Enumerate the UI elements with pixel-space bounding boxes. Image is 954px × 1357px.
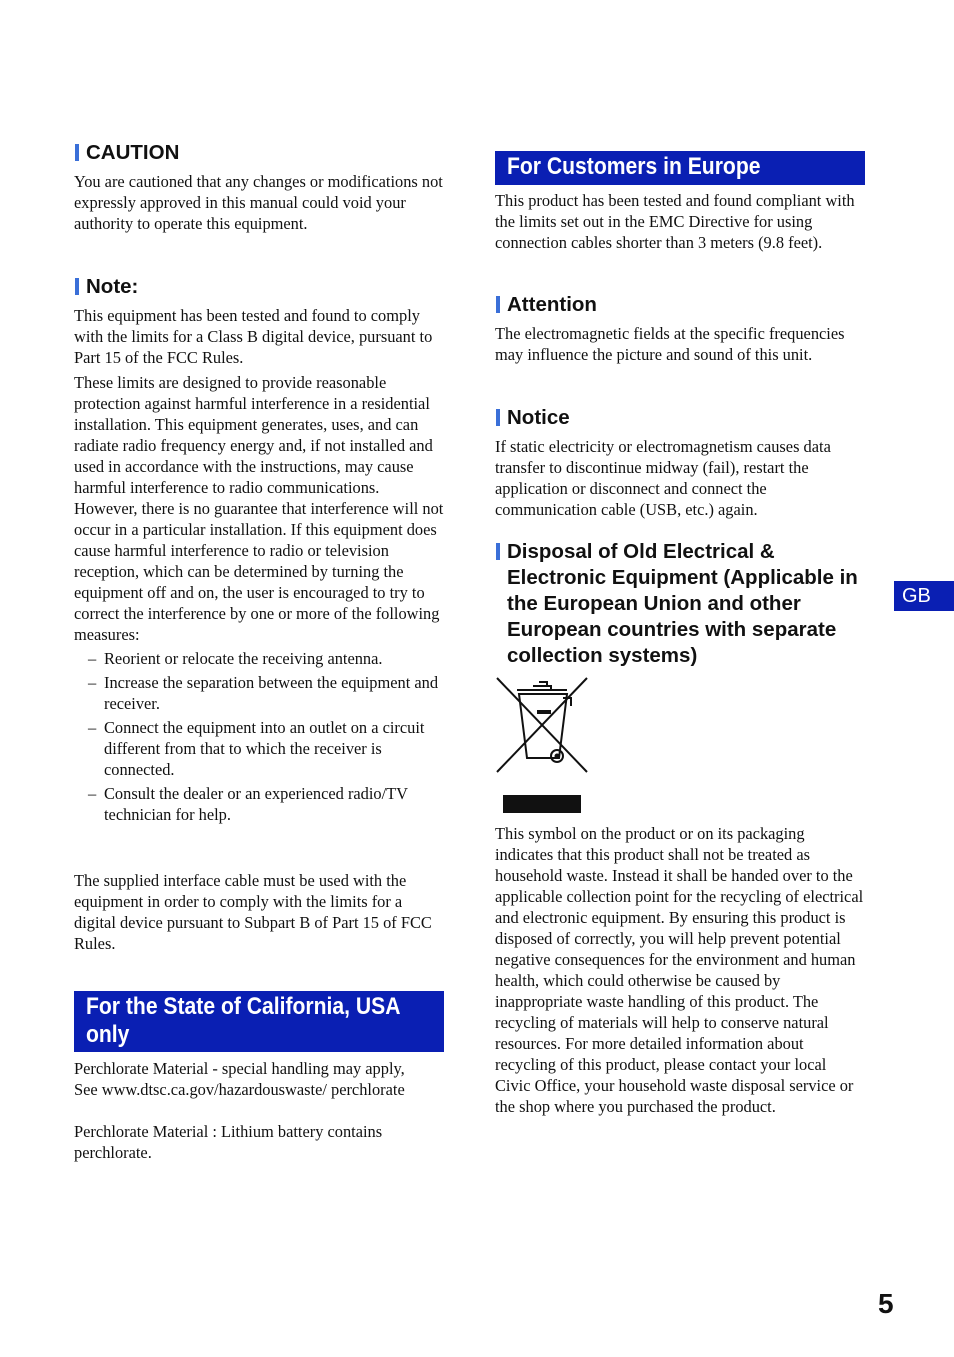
california-title-line2: only [86,1021,130,1048]
note-section [74,274,444,825]
california-title-line1: For the State of California, USA [86,993,401,1020]
heading-marker [75,278,79,295]
california-paragraph-1: Perchlorate Material - special handling may apply, See www.dtsc.ca.gov/hazardouswaste/ perchlorate [74,1059,405,1099]
attention-text: The electromagnetic fields at the specific frequencies may influence the picture and sound of this unit. [495,324,845,364]
disposal-heading: Disposal of Old Electrical & Electronic Equipment (Applicable in the European Union and other European countries with separate collection systems) [495,539,870,669]
caution-section [74,140,444,234]
attention-heading: Attention [495,292,865,318]
list-item: – Reorient or relocate the receiving antenna. [88,649,383,668]
measures-list [74,648,444,825]
heading-marker [496,409,500,426]
europe-text: This product has been tested and found compliant with the limits set out in the EMC Directive for using connection cables shorter than 3 meters (9.8 feet). [495,191,855,252]
note-paragraph-1: This equipment has been tested and found to comply with the limits for a Class B digital device, pursuant to Part 15 of the FCC Rules. [74,306,433,367]
disposal-section [495,539,870,669]
heading-marker [496,543,500,560]
crossed-out-wheelie-bin-icon [495,676,591,816]
note-paragraph-2: These limits are designed to provide reasonable protection against harmful interference in a residential installation. This equipment generates, uses, and can radiate radio frequency energy and, if not installed and used in accordance with the instructions, may cause harmful interference to radio communications. However, there is no guarantee that interference will not occur in a particular installation. If this equipment does cause harmful interference to radio or television reception, which can be determined by turning the equipment off and on, the user is encouraged to try to correct the interference by one or more of the following measures: [74,373,444,644]
heading-marker [75,144,79,161]
notice-text: If static electricity or electromagnetism causes data transfer to discontinue midway (fail), restart the application or disconnect and connect the communication cable (USB, etc.) again. [495,437,831,519]
page-number: 5 [878,1288,894,1319]
caution-heading: CAUTION [74,140,444,166]
caution-text: You are cautioned that any changes or modifications not expressly approved in this manual could void your authority to operate this equipment. [74,172,443,233]
notice-heading: Notice [495,405,865,431]
note-paragraph-3: The supplied interface cable must be used with the equipment in order to comply with the limits for a digital device pursuant to Subpart B of Part 15 of FCC Rules. [74,871,432,953]
europe-title-box [495,151,865,185]
gb-section-tab: GB [894,581,954,611]
list-item: – Increase the separation between the equipment and receiver. [88,673,439,713]
list-item: – Connect the equipment into an outlet on a circuit different from that to which the receiver is connected. [88,718,425,779]
heading-marker [496,296,500,313]
disposal-text: This symbol on the product or on its packaging indicates that this product shall not be treated as household waste. Instead it shall be handed over to the applicable collection point for the recycling of electrical and electronic equipment. By ensuring this product is disposed of correctly, you will help prevent potential negative consequences for the environment and human health, which could otherwise be caused by inappropriate waste handling of this product. The recycling of materials will help to conserve natural resources. For more detailed information about recycling of this product, please contact your local Civic Office, your household waste disposal service or the shop where you purchased the product. [495,824,864,1116]
california-title-box [74,991,444,1052]
note-heading: Note: [74,274,444,300]
notice-section [495,405,865,520]
california-paragraph-2: Perchlorate Material : Lithium battery contains perchlorate. [74,1122,383,1162]
europe-title: For Customers in Europe [507,153,761,180]
list-item: – Consult the dealer or an experienced radio/TV technician for help. [88,784,408,824]
attention-section [495,292,865,365]
